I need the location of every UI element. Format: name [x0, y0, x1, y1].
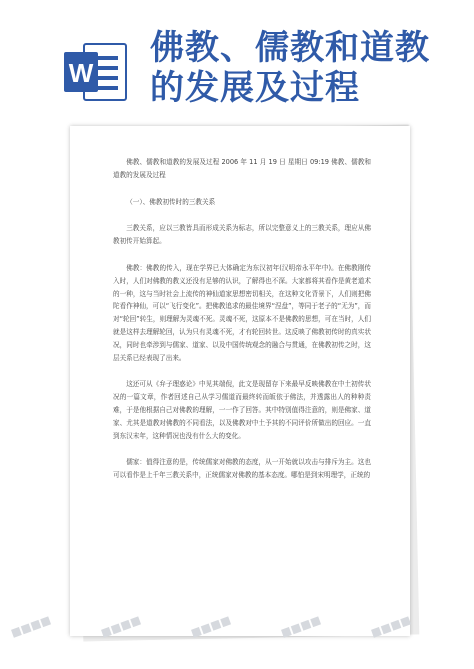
page-header: [0, 0, 474, 130]
document-body: [113, 156, 371, 490]
title-line-1: 佛教、儒教和道教: [150, 28, 430, 68]
doc-paragraph: 儒家：值得注意的是，传统儒家对佛教的态度，从一开始就以攻击与排斥为主。这也可以看作是上千年三教关系中，正统儒家对佛教的基本态度。哪怕是到宋明理学，正统的: [113, 458, 371, 480]
word-doc-icon: [62, 40, 128, 104]
doc-section-title: （一）、佛教初传时的三教关系: [126, 197, 216, 206]
word-icon-letter: W: [68, 58, 94, 88]
doc-paragraph: 这还可从《弁子理惑论》中见其端倪，此文是现留存下来最早反映佛教在中土初传状况的一篇文章，作者回述自己从学习儒道而最终转而皈依于佛法，并透露出人的种种责难，于是他根据自己对佛教的理解，一一作了回答。其中特别值得注意的，则是佛家、道家、尤其是道教对佛教的不同看法，以及佛教对中土予其的不同评价所做出的回应。一直到东汉末年，这种情况也没有什么大的变化。: [113, 380, 371, 440]
document-page: [70, 126, 410, 636]
doc-paragraph: 三教关系，应以三教皆具而形成关系为标志，所以完整意义上的三教关系，理应从佛教初传开始算起。: [113, 224, 371, 246]
doc-heading-line: 佛教、儒教和道教的发展及过程 2006 年 11 月 19 日 星期日 09:19 佛教、儒教和道教的发展及过程: [113, 158, 371, 179]
watermark-pattern: ■■■■ ■■■■ ■■■■ ■■■■ ■■■■: [9, 613, 413, 640]
page-title: [150, 28, 470, 108]
doc-paragraph: 佛教：佛教的传入，现在学界已大体确定为东汉初年(汉明帝永平年中)。在佛教刚传入时，人们对佛教的教义还没有足够的认识，了解得也不深。大家都将其看作是黄老道术的一种，这与当时社会上流传的神仙道家思想密切相关，在这种文化背景下，人们则把佛陀看作神仙，可以“飞行变化”。把佛教追求的最佳境界“涅盘”，等同于老子的“无为”，而对“轮回”转生，则理解为灵魂不死。灵魂不死，这原本不是佛教的思想，可在当时，人们就是这样去理解轮回，认为只有灵魂不死，才有轮回转世。这反映了佛教初传时的真实状况，同时也牵涉到与儒家、道家、以及中国传统观念的融合与贯通，在佛教初传之时，这层关系已经表现了出来。: [113, 263, 371, 362]
title-line-2: 的发展及过程: [150, 68, 360, 108]
